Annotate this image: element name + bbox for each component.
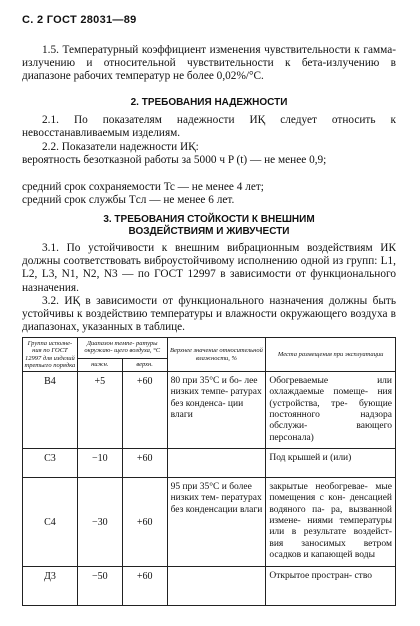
conditions-table (22, 337, 396, 606)
placement-cell: закрытые необогревае- мые помещения с кон- денсацией водяного па- ра, вызванной измене- ниями температуры или в результате воздейст- вия заносимых ветром осадков и капающей воды (266, 478, 396, 567)
section-2-title: 2. ТРЕБОВАНИЯ НАДЕЖНОСТИ (130, 97, 288, 108)
header-group: Группа исполне- ния по ГОСТ 12997 для изделий третьего порядка (23, 338, 78, 372)
header-placement: Места размещения при эксплуатации (266, 338, 396, 372)
table-row (23, 567, 396, 606)
temp-high-cell: +60 (122, 478, 167, 567)
paragraph-2-2-title: 2.2. Показатели надежности ИҚ: (42, 141, 199, 153)
paragraph-2-2-storage: средний срок сохраняемости Tc — не менее 4 лет; (22, 181, 264, 193)
humidity-cell (167, 449, 266, 478)
paragraph-3-1: 3.1. По устойчивости к внешним вибрационным воздействиям ИК должны соответствовать виброустойчивому исполнению одной из групп: L1, L2, L3, N1, N2, N3 — по ГОСТ 12997 в зависимости от функционального назначения. (22, 242, 396, 294)
temp-low-cell: −30 (77, 478, 122, 567)
paragraph-2-2-probability: вероятность безотказной работы за 5000 ч P (t) — не менее 0,9; (22, 154, 327, 166)
header-temp-low: нижн. (77, 359, 122, 372)
section-3-title-line1: 3. ТРЕБОВАНИЯ СТОЙКОСТИ К ВНЕШНИМ (103, 214, 315, 225)
table-row (23, 372, 396, 449)
section-3-title-line2: ВОЗДЕЙСТВИЯМ И ЖИВУЧЕСТИ (128, 226, 290, 237)
table-row (23, 478, 396, 567)
group-cell: С4 (23, 478, 78, 567)
humidity-cell (167, 567, 266, 606)
paragraph-2-1: 2.1. По показателям надежности ИҚ следует относить к невосстанавливаемым изделиям. (22, 114, 396, 140)
group-cell: С3 (23, 449, 78, 478)
paragraph-1-5: 1.5. Температурный коэффициент изменения чувствительности к гамма-излучению и относительной чувствительности к бета-излучению в диапазоне рабочих температур не более 0,02%/°С. (22, 44, 396, 83)
humidity-cell: 95 при 35°С и более низких тем- пературах без конденсации влаги (167, 478, 266, 567)
placement-cell: Под крышей и (или) (266, 449, 396, 478)
temp-high-cell: +60 (122, 567, 167, 606)
paragraph-2-2-service: средний срок службы Tсл — не менее 6 лет. (22, 194, 235, 206)
group-cell: В4 (23, 372, 78, 449)
header-temperature: Диапазон темпе- ратуры окружаю- щего воздуха, °С (77, 338, 167, 359)
header-humidity: Верхнее значение относительной влажности, % (167, 338, 266, 372)
temp-high-cell: +60 (122, 372, 167, 449)
temp-low-cell: −10 (77, 449, 122, 478)
humidity-cell: 80 при 35°С и бо- лее низких темпе- ратурах без конденса- ции влаги (167, 372, 266, 449)
group-cell: Д3 (23, 567, 78, 606)
temp-low-cell: −50 (77, 567, 122, 606)
placement-cell: Открытое простран- ство (266, 567, 396, 606)
temp-high-cell: +60 (122, 449, 167, 478)
table-row (23, 449, 396, 478)
temp-low-cell: +5 (77, 372, 122, 449)
placement-cell: Обогреваемые или охлаждаемые помеще- ния (устройства, тре- бующие постоянного надзора обслужи- вающего персонала) (266, 372, 396, 449)
header-temp-high: верхн. (122, 359, 167, 372)
page-header: С. 2 ГОСТ 28031—89 (22, 14, 137, 26)
paragraph-3-2: 3.2. ИҚ в зависимости от функционального назначения должны быть устойчивы к воздействию температуры и влажности окружающего воздуха в диапазонах, указанных в таблице. (22, 295, 396, 334)
